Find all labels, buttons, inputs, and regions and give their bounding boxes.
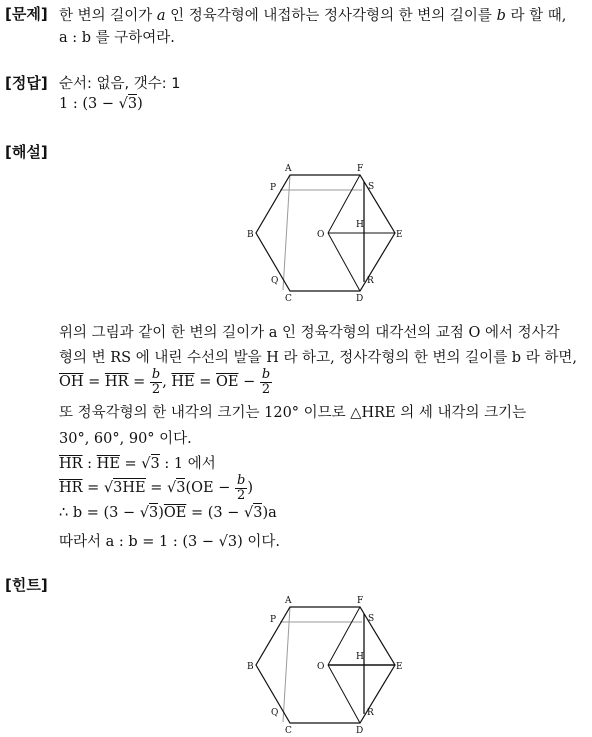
frac-num-2: b (261, 367, 271, 382)
label-b-2: B (247, 662, 254, 672)
problem-line-1 (59, 4, 566, 25)
var-a: a (156, 8, 166, 24)
solution-p8 (59, 505, 277, 521)
answer-line-1: 순서: 없음, 갯수: 1 (59, 76, 181, 92)
seg-he-2: $\overline{HE}$ (96, 456, 120, 472)
p7-close: ) (247, 480, 253, 497)
seg-he: $\overline{HE}$ (171, 374, 195, 391)
p8-d: = (3 − √ (186, 505, 254, 521)
minus: − (238, 374, 260, 391)
ratio-colon: : (82, 456, 97, 472)
label-c-2: C (285, 726, 292, 736)
frac-den-2: 2 (261, 381, 271, 397)
answer-tag: [정답] (5, 74, 48, 92)
problem-text-1c: 라 할 때, (505, 8, 567, 24)
label-e: E (396, 230, 403, 240)
frac-b-2-second (260, 368, 272, 396)
frac-den: 2 (151, 381, 161, 397)
solution-p5: 30°, 60°, 90° 이다. (59, 431, 192, 447)
label-f: F (357, 164, 364, 174)
hint-tag: [힌트] (5, 576, 48, 594)
label-h-2: H (356, 652, 364, 662)
p8-root-2: 3 (253, 505, 263, 521)
label-h: H (356, 220, 364, 230)
answer-line-2 (59, 96, 143, 112)
label-o-2: O (317, 662, 325, 672)
label-f-2: F (357, 596, 364, 606)
solution-p6 (59, 452, 216, 473)
problem-tag: [문제] (5, 5, 48, 23)
solution-p3 (59, 368, 272, 396)
frac-num-3: b (236, 473, 246, 488)
eq-2: = (128, 374, 150, 391)
answer-text-b: ) (137, 96, 143, 112)
label-o: O (317, 230, 325, 240)
label-p-2: P (270, 615, 277, 625)
solution-p7 (59, 474, 253, 502)
seg-hr-3: $\overline{HR}$ (59, 480, 83, 497)
frac-b-2 (150, 368, 162, 396)
comma: , (162, 374, 172, 391)
p7-paren: (OE − (185, 480, 235, 497)
label-q: Q (271, 276, 279, 286)
eq-sqrt: = √ (119, 456, 151, 472)
p6-tail: : 1 에서 (159, 456, 216, 472)
solution-tag: [해설] (5, 143, 48, 161)
p8-a: ∴ b = (3 − √ (59, 505, 149, 521)
label-d-2: D (356, 726, 364, 736)
problem-line-2: a : b 를 구하여라. (59, 30, 175, 46)
seg-hr-2: $\overline{HR}$ (59, 456, 83, 472)
eq-sqrt-3: = √ (145, 480, 177, 497)
hexagon-figure-1 (240, 160, 410, 305)
label-c: C (285, 294, 292, 304)
p8-root: 3 (148, 505, 159, 521)
solution-p9: 따라서 a : b = 1 : (3 − √3) 이다. (59, 534, 280, 550)
solution-p1: 위의 그림과 같이 한 변의 길이가 a 인 정육각형의 대각선의 교점 O 에서 정사각 (59, 325, 560, 341)
problem-text-1b: 인 정육각형에 내접하는 정사각형의 한 변의 길이를 (165, 8, 497, 24)
eq-1: = (83, 374, 105, 391)
root-3: 3 (150, 456, 160, 472)
label-e-2: E (396, 662, 403, 672)
seg-oe: $\overline{OE}$ (216, 374, 239, 391)
eq-3: = (194, 374, 217, 391)
label-a: A (285, 164, 292, 174)
seg-oh: $\overline{OH}$ (59, 374, 84, 391)
label-r-2: R (367, 708, 374, 718)
solution-p4: 또 정육각형의 한 내각의 크기는 120° 이므로 △HRE 의 세 내각의 크기는 (59, 405, 527, 421)
problem-text-1a: 한 변의 길이가 (59, 8, 157, 24)
label-s: S (368, 182, 375, 192)
label-r: R (367, 276, 374, 286)
answer-text-a: 1 : (3 − √ (59, 96, 128, 112)
eq-sqrt-2: = √ (82, 480, 114, 497)
label-d: D (356, 294, 364, 304)
var-b: b (496, 8, 506, 24)
label-a-2: A (285, 596, 292, 606)
label-q-2: Q (271, 708, 279, 718)
p8-e: )a (262, 505, 277, 521)
frac-den-3: 2 (237, 487, 246, 503)
seg-oe-2: $\overline{OE}$ (163, 505, 187, 521)
label-s-2: S (368, 614, 375, 624)
hexagon-figure-2 (240, 592, 410, 737)
root-3-b: 3 (176, 480, 186, 497)
frac-b-2-third (235, 474, 247, 502)
label-b: B (247, 230, 254, 240)
answer-root: 3 (127, 96, 138, 112)
label-p: P (270, 183, 277, 193)
solution-p2: 형의 변 RS 에 내린 수선의 발을 H 라 하고, 정사각형의 한 변의 길이를 b 라 하면, (59, 350, 577, 366)
root-3he: 3HE (113, 480, 146, 497)
seg-hr: $\overline{HR}$ (104, 374, 129, 391)
frac-num: b (151, 367, 161, 382)
p8-b: ) (158, 505, 164, 521)
